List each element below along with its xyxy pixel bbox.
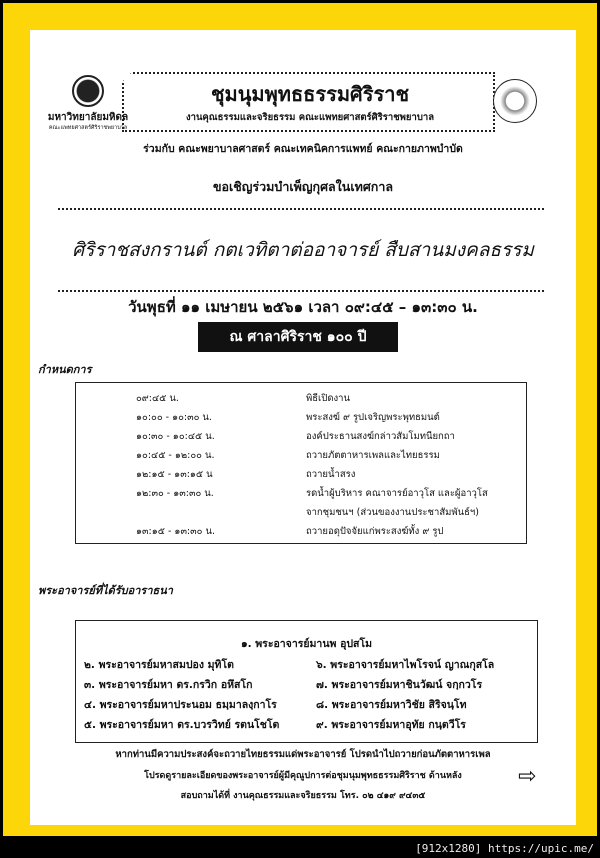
yellow-frame [3, 3, 597, 836]
poster-paper [30, 30, 576, 825]
header-title: ชุมนุมพุทธธรรมศิริราช [210, 82, 410, 106]
faculty-small: คณะแพทยศาสตร์ศิริราชพยาบาล [48, 125, 128, 131]
schedule-activity: ถวายภัตตาหารเพลและไทยธรรม [306, 450, 440, 461]
schedule-time: ๑๓:๑๕ - ๑๓:๓๐ น. [136, 526, 215, 537]
university-name: มหาวิทยาลัยมหิดล [47, 112, 129, 123]
schedule-activity: ถวายน้ำสรง [306, 469, 356, 480]
schedule-heading: กำหนดการ [38, 363, 92, 376]
monk-name: ๕. พระอาจารย์มหา ดร.บวรวิทย์ รตนโชโต [84, 719, 280, 731]
invite-line: ขอเชิญร่วมบำเพ็ญกุศลในเทศกาล [212, 179, 394, 194]
event-title: ศิริราชสงกรานต์ กตเวทิตาต่ออาจารย์ สืบสานมงคลธรรม [72, 239, 534, 261]
schedule-table [75, 382, 527, 544]
monk-name: ๘. พระอาจารย์มหาวิชัย สิริจนฺโท [316, 699, 467, 711]
schedule-time: ๑๐:๓๐ - ๑๐:๔๕ น. [136, 431, 215, 442]
event-datetime: วันพุธที่ ๑๑ เมษายน ๒๕๖๑ เวลา ๐๙:๔๕ – ๑๓:๓๐ น. [128, 298, 478, 316]
schedule-activity: จากชุมชนฯ (ส่วนของงานประชาสัมพันธ์ฯ) [306, 507, 479, 518]
monk-name: ๖. พระอาจารย์มหาไพโรจน์ ญาณกุสโล [316, 659, 495, 671]
cohost-line: ร่วมกับ คณะพยาบาลศาสตร์ คณะเทคนิคการแพทย์ คณะกายภาพบำบัด [143, 143, 463, 155]
header-subtitle: งานคุณธรรมและจริยธรรม คณะแพทยศาสตร์ศิริราชพยาบาล [185, 112, 435, 123]
arrow-right-icon: ⇨ [518, 764, 537, 789]
schedule-time: ๑๐:๐๐ - ๑๐:๓๐ น. [136, 412, 212, 423]
footer-line-2: โปรดดูรายละเอียดของพระอาจารย์ผู้มีคุณูปการต่อชุมนุมพุทธธรรมศิริราช ด้านหลัง [144, 771, 462, 781]
monk-name: ๗. พระอาจารย์มหาชินวัฒน์ จกฺกวโร [316, 679, 483, 691]
schedule-activity: พิธีเปิดงาน [306, 393, 350, 404]
schedule-time: ๐๙:๔๕ น. [136, 393, 179, 404]
schedule-time: ๑๐:๔๕ - ๑๒:๐๐ น. [136, 450, 215, 461]
schedule-activity: องค์ประธานสงฆ์กล่าวสัมโมทนียกถา [306, 431, 455, 442]
monk-name: ๔. พระอาจารย์มหาประนอม ธมฺมาลงฺกาโร [84, 699, 277, 711]
schedule-activity: ถวายอดุปัจจัยแก่พระสงฆ์ทั้ง ๙ รูป [306, 526, 444, 537]
monk-name: ๓. พระอาจารย์มหา ดร.กรวิก อหึสโก [84, 679, 253, 691]
watermark: [912x1280] https://upic.me/ [415, 842, 594, 855]
schedule-time: ๑๒:๓๐ - ๑๓:๓๐ น. [136, 488, 214, 499]
schedule-time: ๑๒:๑๕ - ๑๓:๑๕ น [136, 469, 213, 480]
schedule-activity: รดน้ำผู้บริหาร คณาจารย์อาวุโส และผู้อาวุโส [306, 488, 488, 499]
monk-1: ๑. พระอาจารย์มานพ อุปสโม [240, 638, 373, 650]
schedule-activity: พระสงฆ์ ๙ รูปเจริญพระพุทธมนต์ [306, 412, 440, 423]
footer-line-1: หากท่านมีความประสงค์จะถวายไทยธรรมแด่พระอาจารย์ โปรดนำไปถวายก่อนภัตตาหารเพล [115, 749, 491, 760]
monks-box [75, 620, 538, 743]
venue-label: ณ ศาลาศิริราช ๑๐๐ ปี [198, 322, 398, 352]
monk-name: ๒. พระอาจารย์มหาสมปอง มุทิโต [84, 659, 234, 671]
buddhist-club-logo [493, 79, 537, 123]
monks-heading: พระอาจารย์ที่ได้รับอาราธนา [38, 584, 173, 597]
footer-line-3: สอบถามได้ที่ งานคุณธรรมและจริยธรรม โทร. ๐๒ ๔๑๙ ๙๔๓๕ [180, 791, 426, 801]
mahidol-logo [72, 75, 104, 107]
monk-name: ๙. พระอาจารย์มหาอุทัย กนฺตวีโร [316, 719, 466, 731]
